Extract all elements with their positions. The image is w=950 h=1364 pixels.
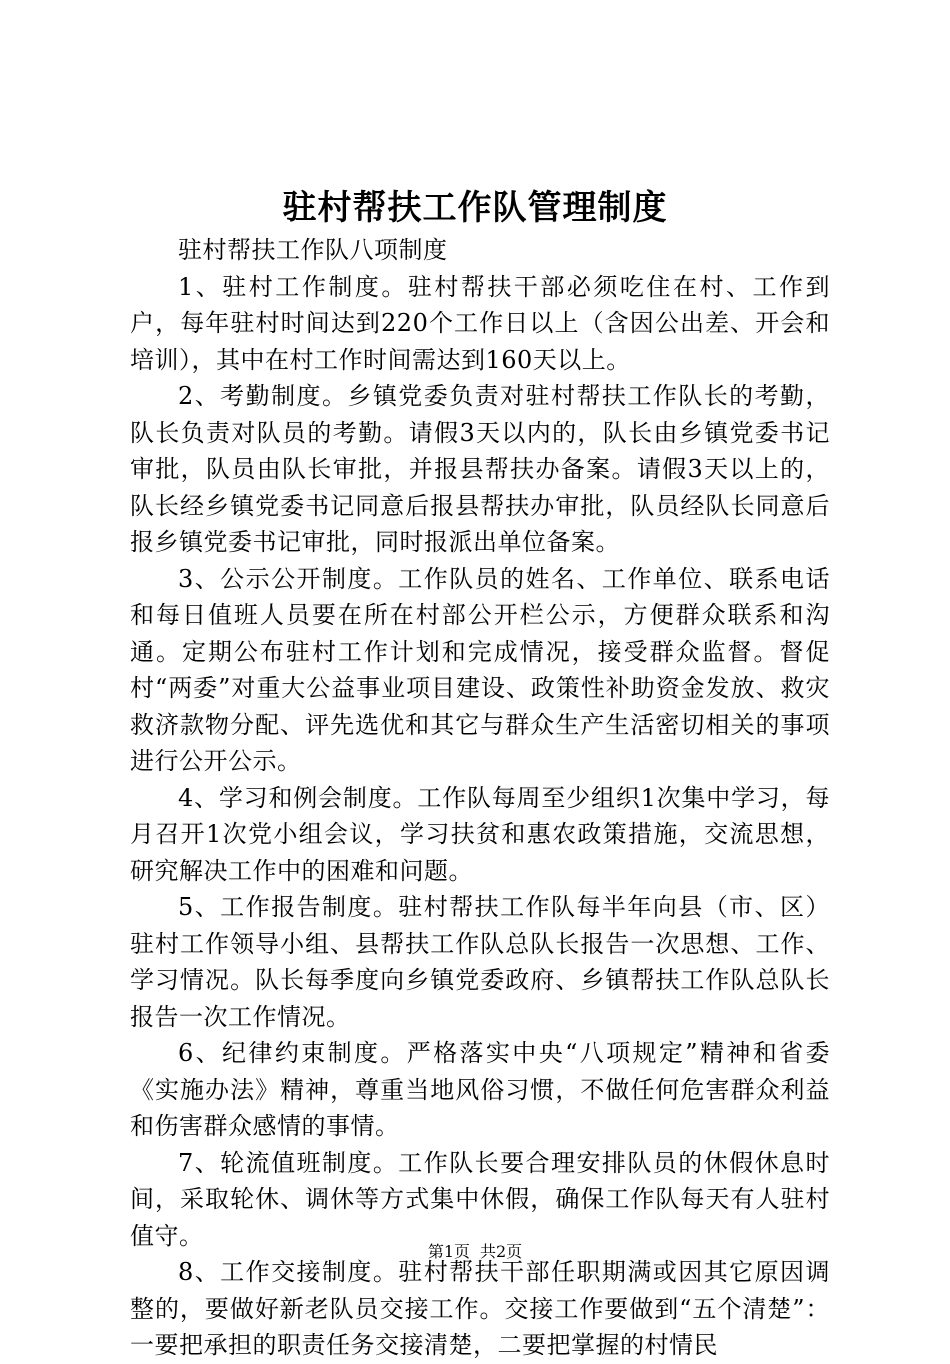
paragraph-2: 2、考勤制度。乡镇党委负责对驻村帮扶工作队长的考勤，队长负责对队员的考勤。请假3天以内的，队长由乡镇党委书记审批，队员由队长审批，并报县帮扶办备案。请假3天以上的，队长经乡镇党委书记同意后报县帮扶办审批，队员经队长同意后报乡镇党委书记审批，同时报派出单位备案。 bbox=[130, 382, 830, 556]
document-body bbox=[130, 232, 830, 1364]
paragraph-5: 5、工作报告制度。驻村帮扶工作队每半年向县（市、区）驻村工作领导小组、县帮扶工作队总队长报告一次思想、工作、学习情况。队长每季度向乡镇党委政府、乡镇帮扶工作队总队长报告一次工作情况。 bbox=[130, 893, 830, 1031]
page-total: 共2页 bbox=[480, 1242, 523, 1261]
page-footer bbox=[0, 1240, 950, 1264]
subtitle: 驻村帮扶工作队八项制度 bbox=[178, 236, 448, 264]
paragraph-3: 3、公示公开制度。工作队员的姓名、工作单位、联系电话和每日值班人员要在所在村部公开栏公示，方便群众联系和沟通。定期公布驻村工作计划和完成情况，接受群众监督。督促村“两委”对重大公益事业项目建设、政策性补助资金发放、救灾救济款物分配、评先选优和其它与群众生产生活密切相关的事项进行公开公示。 bbox=[130, 564, 830, 775]
document-title: 驻村帮扶工作队管理制度 bbox=[282, 188, 668, 228]
paragraph-8: 8、工作交接制度。驻村帮扶干部任职期满或因其它原因调整的，要做好新老队员交接工作。交接工作要做到“五个清楚”：一要把承担的职责任务交接清楚，二要把掌握的村情民 bbox=[130, 1258, 830, 1359]
paragraph-4: 4、学习和例会制度。工作队每周至少组织1次集中学习，每月召开1次党小组会议，学习扶贫和惠农政策措施，交流思想，研究解决工作中的困难和问题。 bbox=[130, 783, 830, 885]
paragraph-6: 6、纪律约束制度。严格落实中央“八项规定”精神和省委《实施办法》精神，尊重当地风俗习惯，不做任何危害群众利益和伤害群众感情的事情。 bbox=[130, 1039, 830, 1140]
paragraph-1: 1、驻村工作制度。驻村帮扶干部必须吃住在村、工作到户，每年驻村时间达到220个工作日以上（含因公出差、开会和培训），其中在村工作时间需达到160天以上。 bbox=[130, 272, 830, 374]
paragraph-7: 7、轮流值班制度。工作队长要合理安排队员的休假休息时间，采取轮休、调休等方式集中休假，确保工作队每天有人驻村值守。 bbox=[130, 1148, 830, 1250]
page-number: 第1页 bbox=[427, 1242, 470, 1261]
